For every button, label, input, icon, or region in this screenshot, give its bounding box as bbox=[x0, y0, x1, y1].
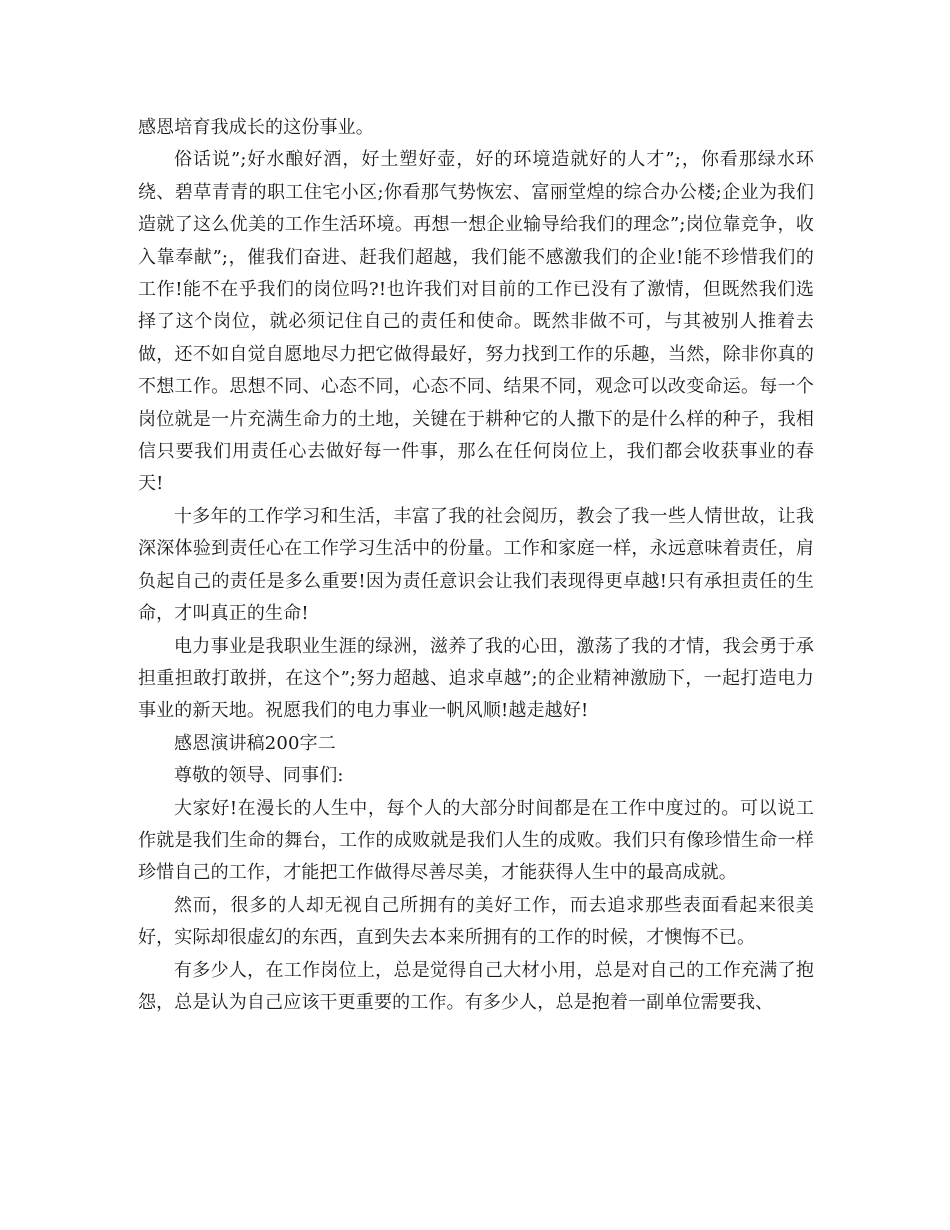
section-heading: 感恩演讲稿200字二 bbox=[174, 732, 336, 754]
paragraph-6: 然而，很多的人却无视自己所拥有的美好工作，而去追求那些表面看起来很美好，实际却很虚幻的东西，直到失去本来所拥有的工作的时候，才懊悔不已。 bbox=[138, 894, 814, 949]
paragraph-1: 感恩培育我成长的这份事业。 bbox=[138, 117, 374, 138]
document-body bbox=[138, 112, 814, 1019]
paragraph-7: 有多少人，在工作岗位上，总是觉得自己大材小用，总是对自己的工作充满了抱怨，总是认为自己应该干更重要的工作。有多少人，总是抱着一副单位需要我、 bbox=[138, 959, 814, 1013]
paragraph-5: 大家好!在漫长的人生中，每个人的大部分时间都是在工作中度过的。可以说工作就是我们生命的舞台，工作的成败就是我们人生的成败。我们只有像珍惜生命一样珍惜自己的工作，才能把工作做得尽善尽美，才能获得人生中的最高成就。 bbox=[138, 797, 814, 884]
paragraph-2: 俗话说”;好水酿好酒，好土塑好壶，好的环境造就好的人才”;，你看那绿水环绕、碧草青青的职工住宅小区;你看那气势恢宏、富丽堂煌的综合办公楼;企业为我们造就了这么优美的工作生活环境。再想一想企业输导给我们的理念”;岗位靠竞争，收入靠奉献”;，催我们奋进、赶我们超越，我们能不感激我们的企业!能不珍惜我们的工作!能不在乎我们的岗位吗?!也许我们对目前的工作已没有了激情，但既然我们选择了这个岗位，就必须记住自己的责任和使命。既然非做不可，与其被别人推着去做，还不如自觉自愿地尽力把它做得最好，努力找到工作的乐趣，当然，除非你真的不想工作。思想不同、心态不同，心态不同、结果不同，观念可以改变命运。每一个岗位就是一片充满生命力的土地，关键在于耕种它的人撒下的是什么样的种子，我相信只要我们用责任心去做好每一件事，那么在任何岗位上，我们都会收获事业的春天! bbox=[138, 149, 814, 495]
paragraph-4: 电力事业是我职业生涯的绿洲，滋养了我的心田，激荡了我的才情，我会勇于承担重担敢打敢拼，在这个”;努力超越、追求卓越”;的企业精神激励下，一起打造电力事业的新天地。祝愿我们的电力事业一帆风顺!越走越好! bbox=[138, 635, 814, 722]
salutation: 尊敬的领导、同事们: bbox=[174, 765, 344, 787]
paragraph-3: 十多年的工作学习和生活，丰富了我的社会阅历，教会了我一些人情世故，让我深深体验到责任心在工作学习生活中的份量。工作和家庭一样，永远意味着责任，肩负起自己的责任是多么重要!因为责任意识会让我们表现得更卓越!只有承担责任的生命，才叫真正的生命! bbox=[138, 505, 814, 625]
